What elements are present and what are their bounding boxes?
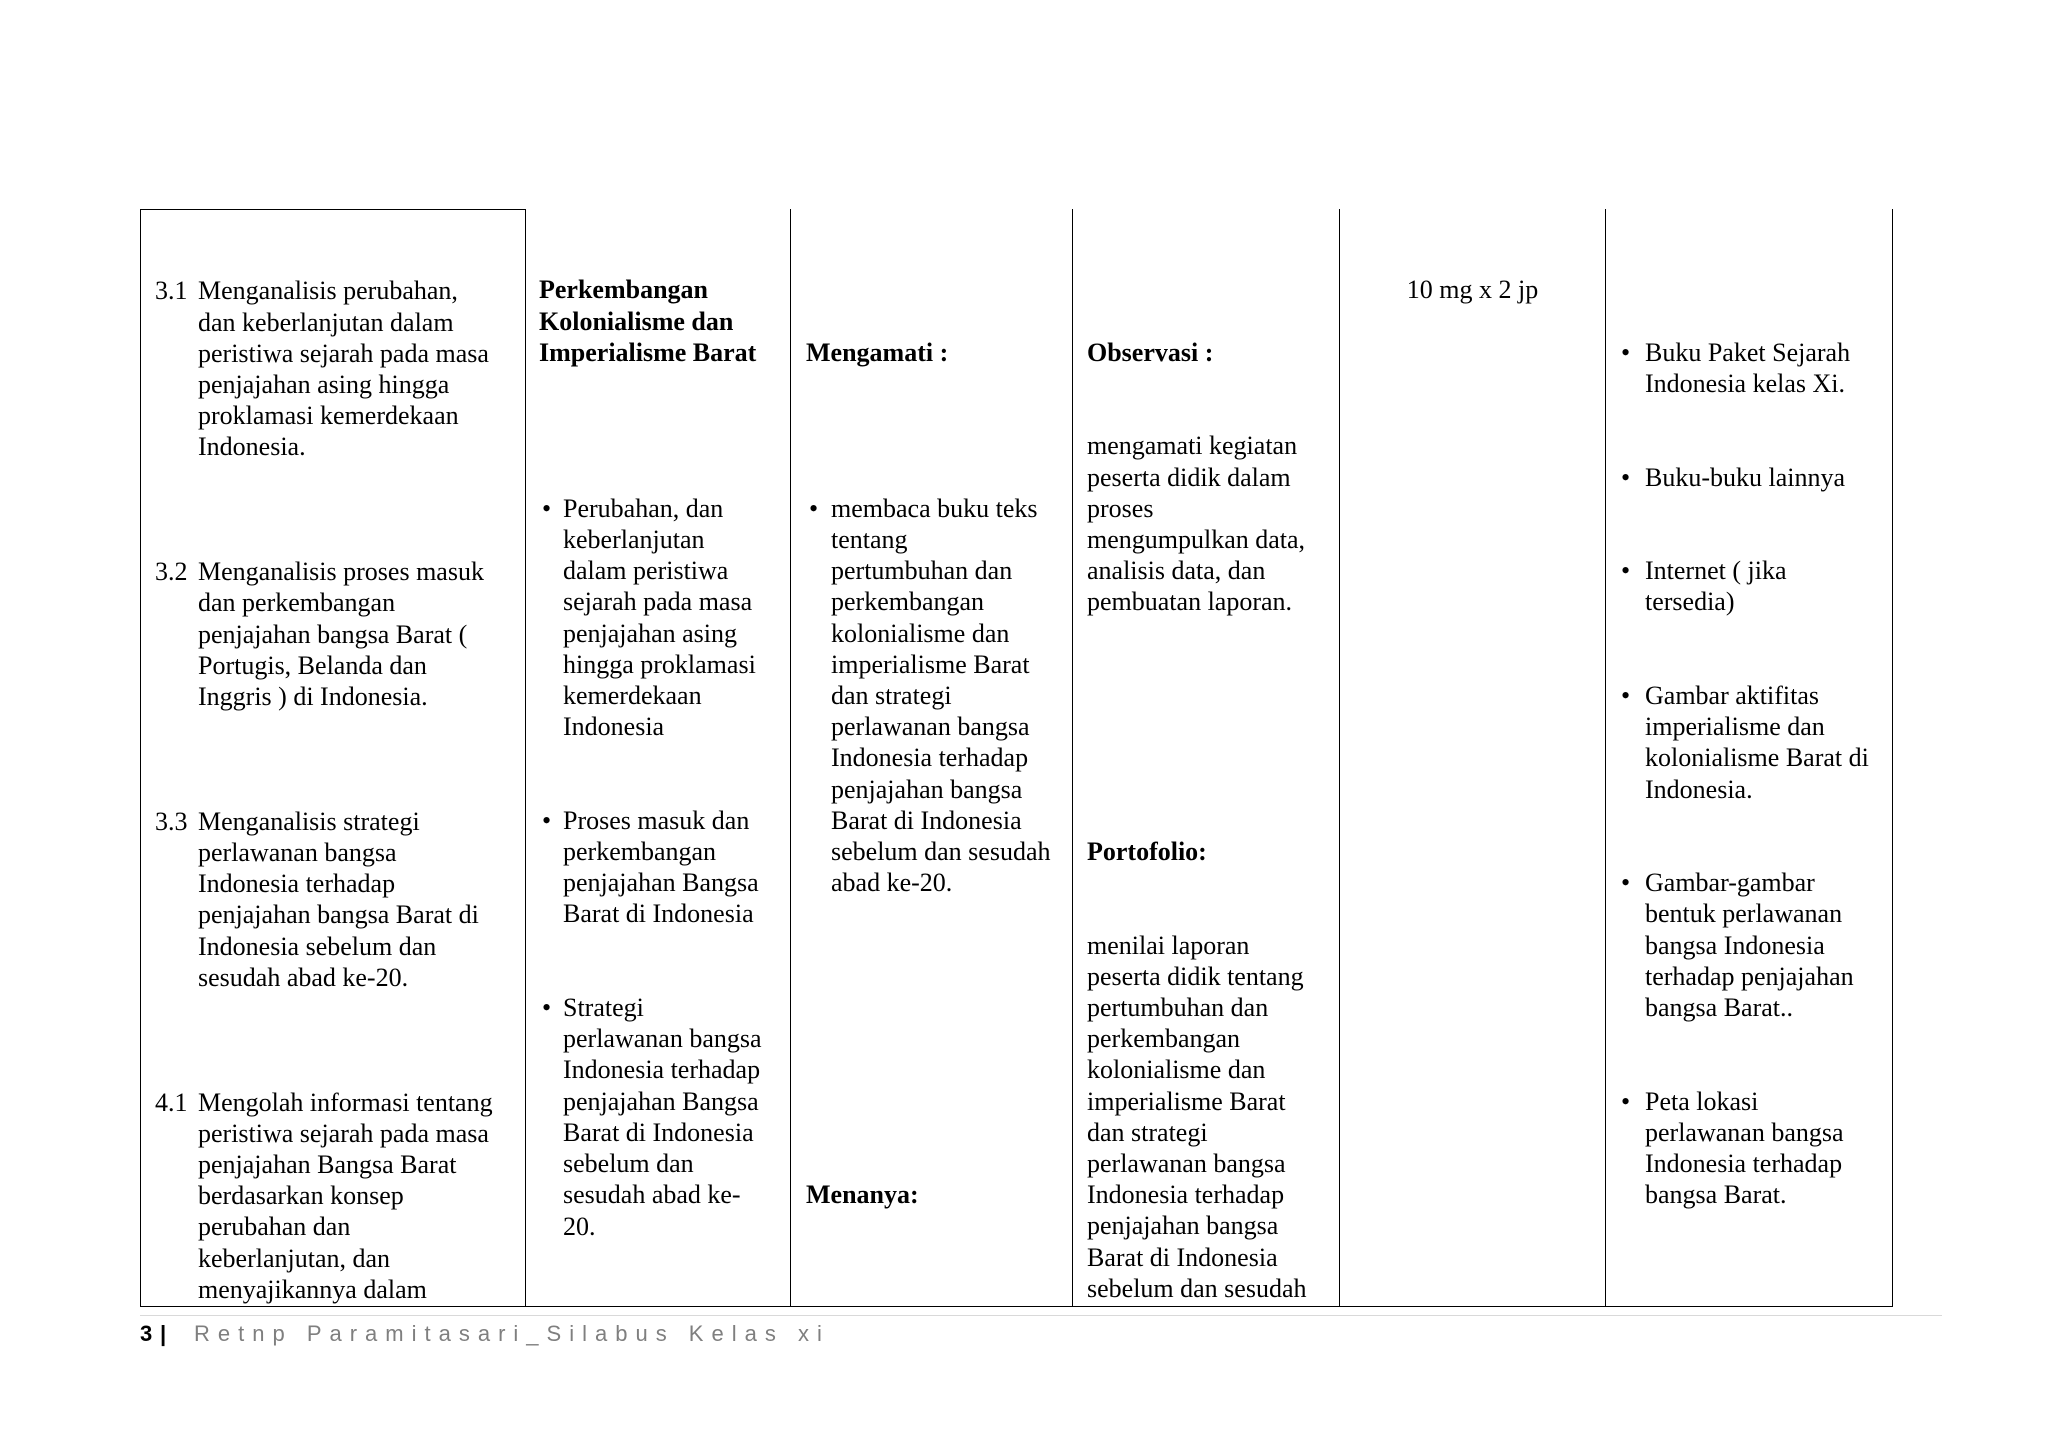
assessment-section (1087, 774, 1339, 1306)
competency-text: Mengolah informasi tentang peristiwa sejarah pada masa penjajahan Bangsa Barat berdasarkan konsep perubahan dan keberlanjutan, dan menyajikannya dalam (198, 1087, 493, 1304)
materials-heading: Perkembangan Kolonialisme dan Imperialisme Barat (539, 275, 757, 367)
resource-bullet: • Gambar-gambar bentuk perlawanan bangsa Indonesia terhadap penjajahan bangsa Barat.. (1645, 867, 1892, 1023)
competency-number: 3.2 (155, 557, 188, 587)
resource-bullet: • Peta lokasi perlawanan bangsa Indonesia terhadap bangsa Barat. (1645, 1086, 1892, 1211)
resources-column (1605, 209, 1893, 1306)
activity-section (806, 274, 1072, 1023)
resource-bullet: • Buku Paket Sejarah Indonesia kelas Xi. (1645, 337, 1892, 399)
page-number: 3 (140, 1321, 153, 1346)
resources-list (1618, 274, 1892, 1273)
competency-item (155, 806, 525, 993)
competencies-column (140, 209, 525, 1306)
activities-column (790, 209, 1072, 1306)
activity-section (806, 1117, 1072, 1306)
materials-list (539, 430, 790, 1304)
competency-text: Menganalisis proses masuk dan perkembangan penjajahan bangsa Barat ( Portugis, Belanda dan Inggris ) di Indonesia. (198, 557, 484, 712)
competency-number: 3.1 (155, 276, 188, 306)
assessment-text: mengamati kegiatan peserta didik dalam proses mengumpulkan data, analisis data, dan pembuatan laporan. (1087, 431, 1306, 617)
assessment-section (1087, 274, 1339, 680)
materials-bullet: • Strategi perlawanan bangsa Indonesia terhadap penjajahan Bangsa Barat di Indonesia sebelum dan sesudah abad ke- 20. (563, 992, 790, 1242)
materials-column (525, 209, 790, 1306)
resource-bullet: • Gambar aktifitas imperialisme dan kolonialisme Barat di Indonesia. (1645, 680, 1892, 805)
assessment-label: Portofolio: (1087, 837, 1207, 867)
materials-bullet: • Perubahan, dan keberlanjutan dalam peristiwa sejarah pada masa penjajahan asing hingga proklamasi kemerdekaan Indonesia (563, 493, 790, 743)
competency-text: Menganalisis perubahan, dan keberlanjutan dalam peristiwa sejarah pada masa penjajahan asing hingga proklamasi kemerdekaan Indonesia. (198, 276, 489, 462)
materials-bullet: • Proses masuk dan perkembangan penjajahan Bangsa Barat di Indonesia (563, 805, 790, 930)
competency-item (155, 556, 525, 712)
activity-list (806, 430, 1072, 960)
resource-bullet: • Buku-buku lainnya (1645, 462, 1892, 493)
assessment-column (1072, 209, 1339, 1306)
footer-divider (140, 1315, 1942, 1316)
resource-bullet: • Internet ( jika tersedia) (1645, 555, 1892, 617)
competency-text: Menganalisis strategi perlawanan bangsa Indonesia terhadap penjajahan bangsa Barat di Indonesia sebelum dan sesudah abad ke-20. (198, 806, 479, 992)
assessment-text: menilai laporan peserta didik tentang pertumbuhan dan perkembangan kolonialisme dan imperialisme Barat dan strategi perlawanan bangsa Indonesia terhadap penjajahan bangsa Barat di Indonesia sebelum dan sesudah (1087, 930, 1307, 1303)
assessment-label: Observasi : (1087, 337, 1214, 367)
activity-list (806, 1273, 1072, 1306)
competency-item (155, 1087, 525, 1306)
competency-number: 4.1 (155, 1087, 188, 1117)
time-allocation-text: 10 mg x 2 jp (1406, 275, 1539, 305)
footer-separator: | (160, 1321, 167, 1346)
time-allocation-column (1339, 209, 1605, 1306)
activity-bullet: • membaca buku teks tentang pertumbuhan dan perkembangan kolonialisme dan imperialisme Barat dan strategi perlawanan bangsa Indonesia terhadap penjajahan bangsa Barat di Indonesia sebelum dan sesudah abad ke-20. (831, 493, 1072, 899)
syllabus-table (140, 209, 1893, 1307)
activity-label: Menanya: (806, 1180, 919, 1210)
competency-item (155, 275, 525, 462)
competency-number: 3.3 (155, 806, 188, 836)
activity-label: Mengamati : (806, 337, 949, 367)
footer-text: Retnp Paramitasari_Silabus Kelas xi (194, 1321, 830, 1346)
